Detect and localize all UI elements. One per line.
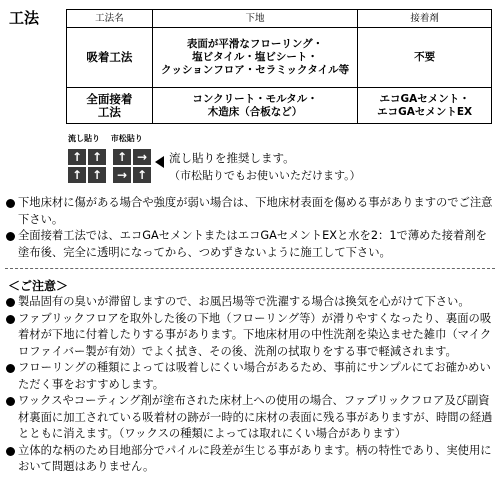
adhesive-cell: 不要 (358, 28, 492, 88)
list-item: 下地床材に傷がある場合や強度が弱い場合は、下地床材表面を傷める事がありますのでご注意下さい。 (5, 195, 495, 228)
header-adhesive: 接着剤 (358, 10, 492, 28)
adhesive-line: エコGAセメントEX (377, 105, 473, 118)
substrate-line: 表面が平滑なフローリング・ (186, 38, 324, 50)
list-item: 製品固有の臭いが滞留しますので、お風呂場等で洗濯する場合は換気を心がけて下さい。 (5, 294, 495, 311)
method-line: 工法 (97, 104, 121, 119)
checker-pattern-label: 市松貼り (110, 134, 143, 143)
substrate-notes (5, 195, 495, 261)
flow-pattern-label: 流し貼り (68, 134, 100, 143)
substrate-line: 木造床（合板など） (207, 105, 303, 118)
substrate-cell (152, 28, 357, 88)
table-row (67, 88, 492, 124)
section-title: 工法 (9, 9, 40, 27)
recommend-note: （市松貼りでもお使いいただけます。） (169, 169, 361, 182)
adhesive-cell (358, 88, 492, 124)
up-arrow-icon: ↑ (88, 149, 106, 165)
method-line: 全面接着 (86, 91, 133, 106)
checker-pattern-diagram (113, 149, 151, 183)
substrate-line: クッションフロア・セラミックタイル等 (160, 64, 350, 76)
up-arrow-icon: ↑ (68, 149, 86, 165)
table-header-row (67, 10, 492, 28)
list-item: ファブリックフロアを取外した後の下地（フローリング等）が滑りやすくなったり、裏面の吸着材が下地に付着したりする事があります。下地床材用の中性洗剤を染込ませた雑巾（マイクロファイバー製が有効）でよく拭き、その後、洗剤の拭取りをする事で軽減されます。 (5, 311, 495, 361)
caution-heading: ＜ご注意＞ (8, 279, 69, 293)
up-arrow-icon: ↑ (68, 167, 86, 183)
right-arrow-icon: → (113, 167, 131, 183)
recommend-line: 流し貼りを推奨します。 (169, 151, 295, 165)
list-item: 全面接着工法では、エコGAセメントまたはエコGAセメントEXと水を2：1で薄めた接着剤を塗布後、完全に透明になってから、つめずきないように施工して下さい。 (5, 228, 495, 261)
substrate-line: コンクリート・モルタル・ (192, 92, 318, 105)
up-arrow-icon: ↑ (113, 149, 131, 165)
substrate-line: 塩ビタイル・塩ビシート・ (192, 51, 318, 63)
list-item: ワックスやコーティング剤が塗布された床材上への使用の場合、ファブリックフロア及び副資材裏面に加工されている吸着材の跡が一時的に床材の表面に残る事がありますが、時間の経過とともに消えます。（ワックスの種類によっては取れにくい場合があります） (5, 393, 495, 443)
method-name: 吸着工法 (67, 28, 153, 88)
table-row (67, 28, 492, 88)
flow-pattern-diagram (68, 149, 106, 183)
right-arrow-icon: → (133, 149, 151, 165)
list-item: 立体的な柄のため目地部分でパイルに段差が生じる事があります。柄の特性であり、実使用において問題はありません。 (5, 443, 495, 476)
adhesive-line: エコGAセメント・ (379, 92, 470, 105)
method-name (67, 88, 153, 124)
caution-list (5, 294, 495, 476)
header-substrate: 下地 (152, 10, 357, 28)
header-method: 工法名 (67, 10, 153, 28)
pattern-labels (68, 133, 151, 144)
list-item: フローリングの種類によっては吸着しにくい場合があるため、事前にサンプルにてお確かめいただく事をおすすめします。 (5, 360, 495, 393)
section-divider (5, 268, 495, 269)
construction-method-table (66, 9, 492, 124)
substrate-cell (152, 88, 357, 124)
pointer-triangle-icon (155, 156, 164, 168)
up-arrow-icon: ↑ (133, 167, 151, 183)
recommendation-text (169, 150, 361, 184)
up-arrow-icon: ↑ (88, 167, 106, 183)
